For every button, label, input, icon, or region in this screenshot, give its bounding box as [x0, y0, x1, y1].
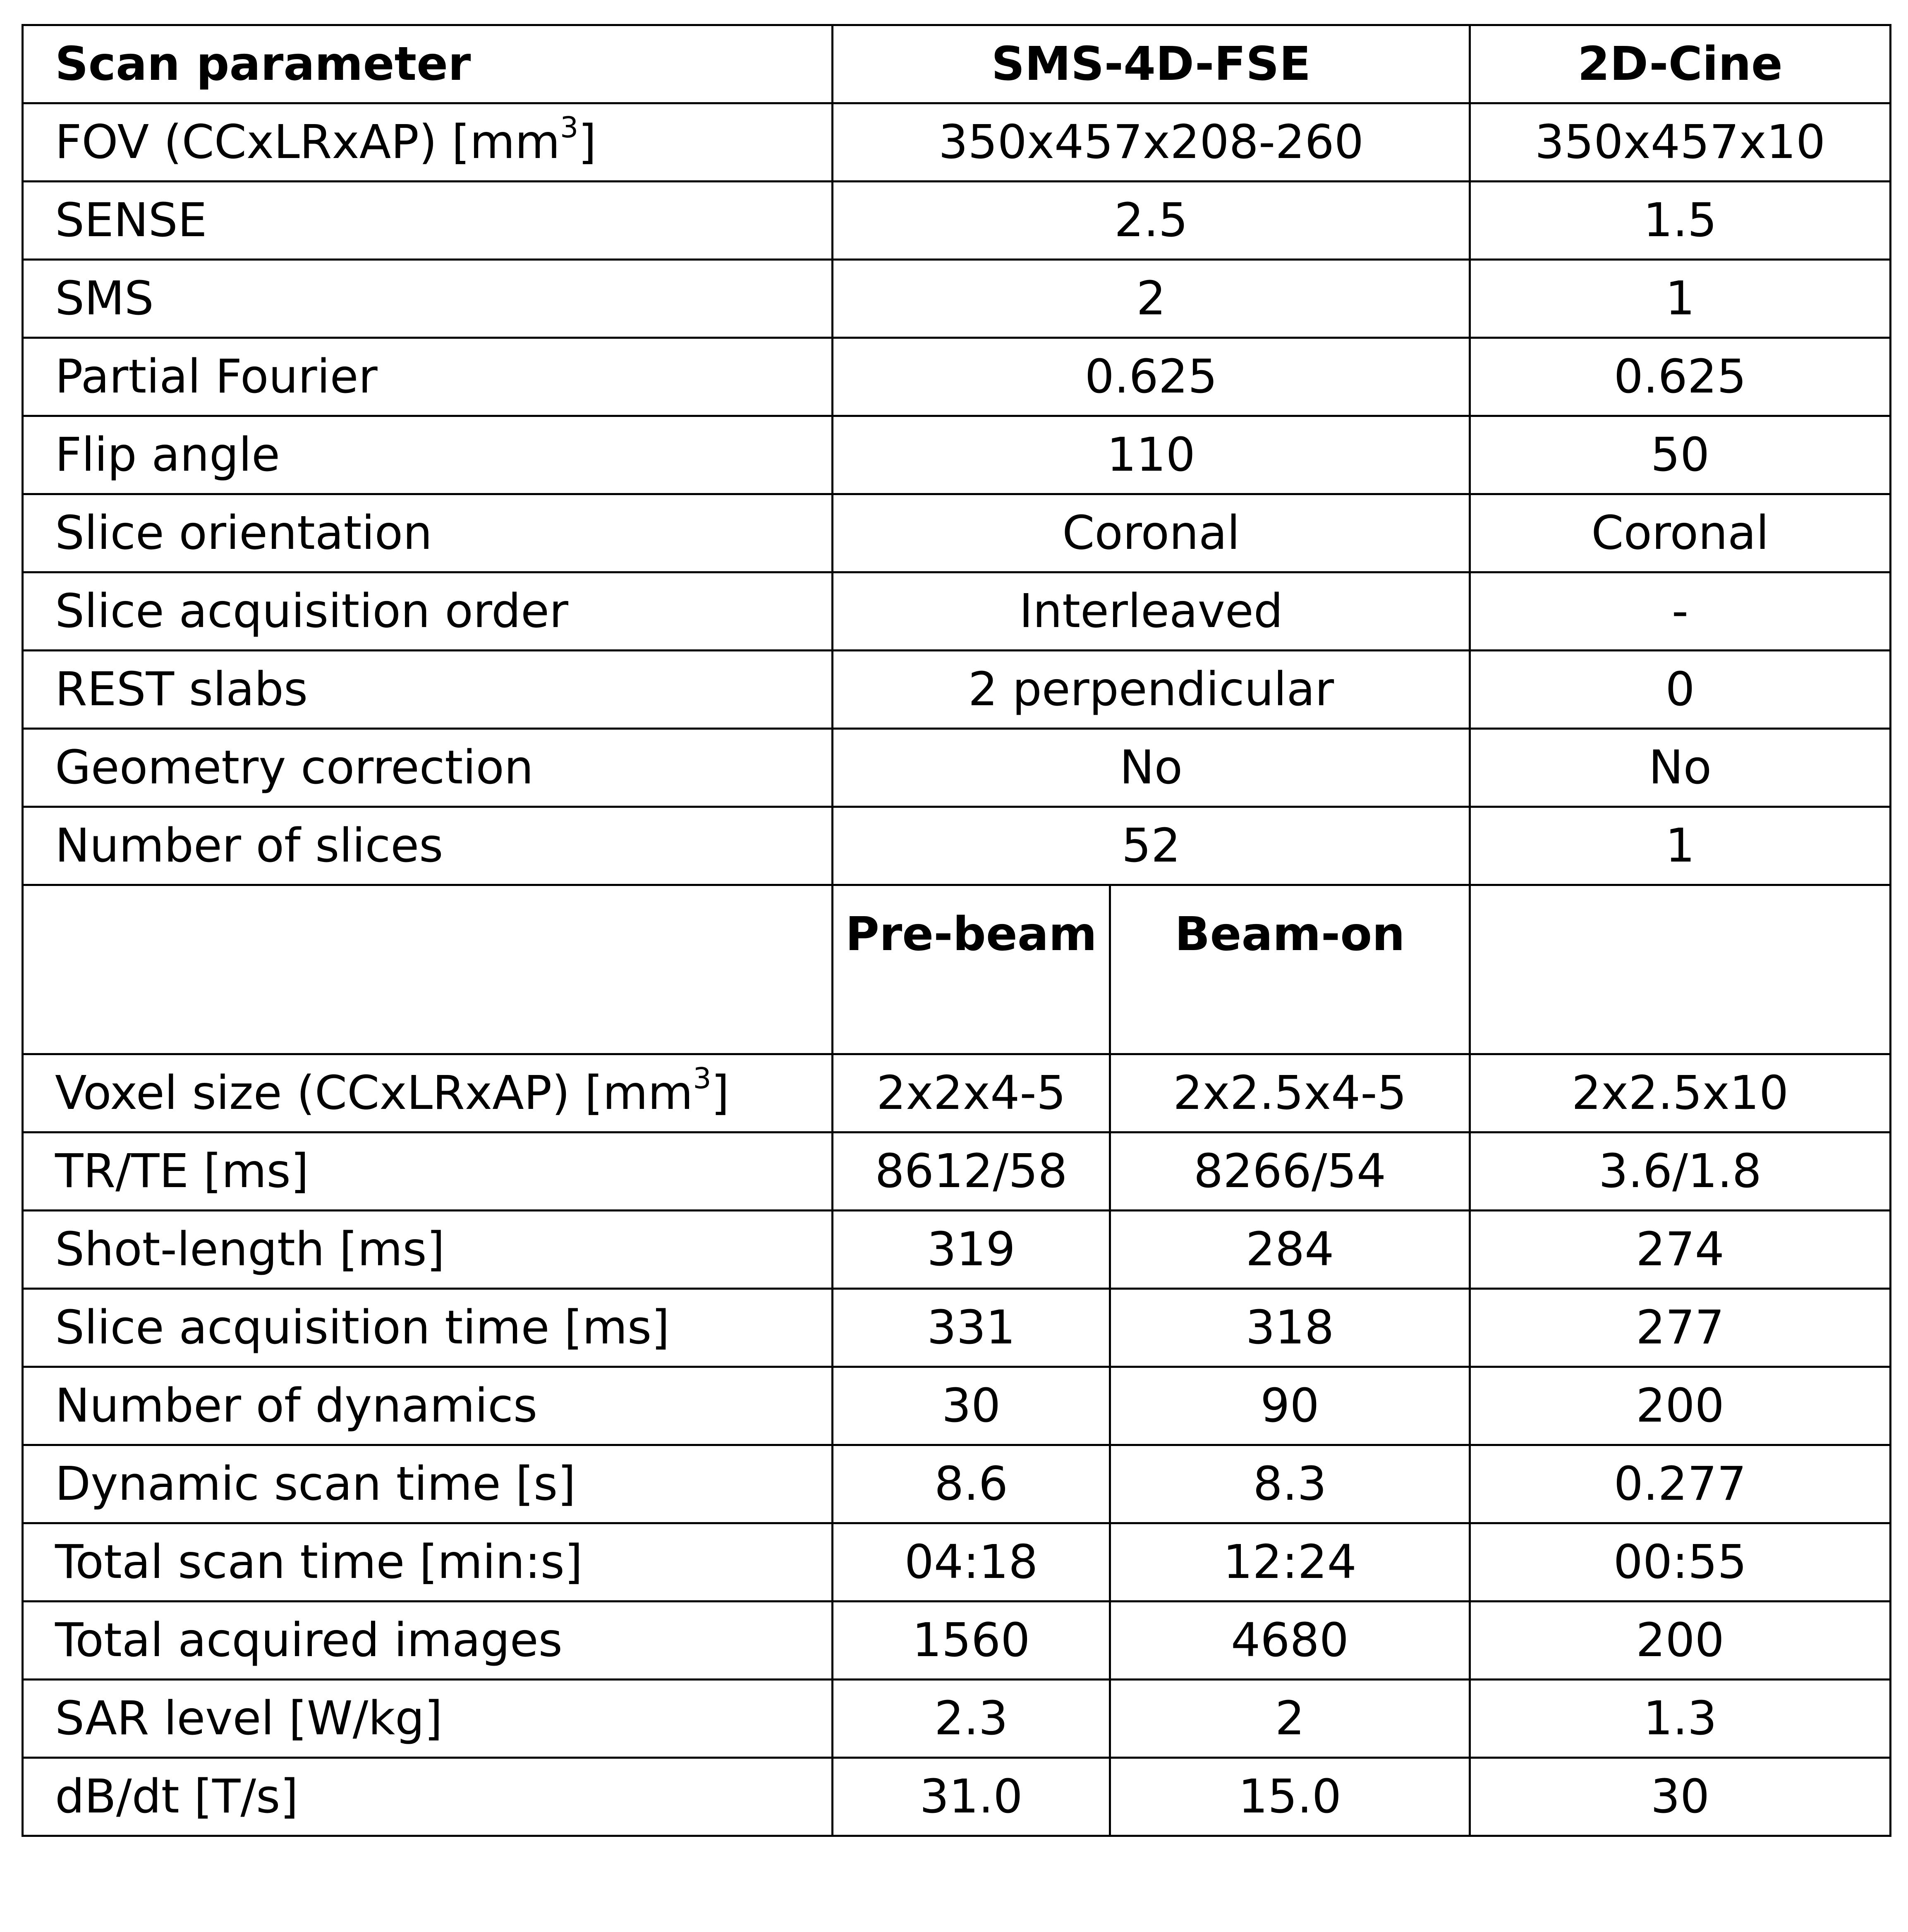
param-text: Voxel size (CCxLRxAP) [mm [55, 1066, 693, 1120]
header-2d-cine: 2D-Cine [1470, 25, 1891, 103]
param-text-end: ] [711, 1066, 730, 1120]
unit-superscript: 3 [560, 111, 579, 144]
row-label: SENSE [23, 182, 833, 260]
row-label: Slice acquisition time [ms] [23, 1289, 833, 1367]
table-row [23, 1758, 1891, 1836]
cine-value: 0 [1470, 651, 1891, 729]
beam-on-value: 318 [1110, 1289, 1470, 1367]
beam-on-value: 8266/54 [1110, 1132, 1470, 1211]
pre-beam-value: 319 [833, 1211, 1110, 1289]
row-label: Number of slices [23, 807, 833, 885]
subheader-beam-on: Beam-on [1110, 885, 1470, 1054]
cine-value: 274 [1470, 1211, 1891, 1289]
table-row [23, 182, 1891, 260]
beam-on-value: 284 [1110, 1211, 1470, 1289]
param-text-end: ] [578, 115, 596, 169]
row-label: SMS [23, 260, 833, 338]
header-row [23, 25, 1891, 103]
subheader-empty-cine [1470, 885, 1891, 1054]
fse-value: 52 [833, 807, 1470, 885]
table-row [23, 1680, 1891, 1758]
pre-beam-value: 30 [833, 1367, 1110, 1445]
cine-value: 50 [1470, 416, 1891, 494]
table-row [23, 494, 1891, 572]
cine-value: 3.6/1.8 [1470, 1132, 1891, 1211]
cine-value: Coronal [1470, 494, 1891, 572]
row-label: Partial Fourier [23, 338, 833, 416]
table-body [23, 25, 1891, 1836]
beam-on-value: 90 [1110, 1367, 1470, 1445]
row-label: SAR level [W/kg] [23, 1680, 833, 1758]
pre-beam-value: 8.6 [833, 1445, 1110, 1523]
fse-value: 2.5 [833, 182, 1470, 260]
table-row [23, 1211, 1891, 1289]
table-row [23, 1132, 1891, 1211]
cine-value: 1.5 [1470, 182, 1891, 260]
table-row [23, 260, 1891, 338]
fse-value: 2 [833, 260, 1470, 338]
table-row [23, 338, 1891, 416]
subheader-empty-cell [23, 885, 833, 1054]
row-label-fov [23, 103, 833, 182]
beam-on-value: 15.0 [1110, 1758, 1470, 1836]
row-label: Flip angle [23, 416, 833, 494]
table-row [23, 1367, 1891, 1445]
fse-value: Interleaved [833, 572, 1470, 651]
table-row [23, 416, 1891, 494]
cine-value: 1 [1470, 807, 1891, 885]
table-row [23, 1054, 1891, 1132]
cine-value: 2x2.5x10 [1470, 1054, 1891, 1132]
cine-value: No [1470, 729, 1891, 807]
row-label: Shot-length [ms] [23, 1211, 833, 1289]
pre-beam-value: 2.3 [833, 1680, 1110, 1758]
subheader-row [23, 885, 1891, 1054]
cine-value: 00:55 [1470, 1523, 1891, 1602]
row-label: Dynamic scan time [s] [23, 1445, 833, 1523]
beam-on-value: 12:24 [1110, 1523, 1470, 1602]
fse-value: 110 [833, 416, 1470, 494]
row-label: Slice acquisition order [23, 572, 833, 651]
fse-value: 2 perpendicular [833, 651, 1470, 729]
row-label: Total acquired images [23, 1602, 833, 1680]
beam-on-value: 4680 [1110, 1602, 1470, 1680]
table-row [23, 1445, 1891, 1523]
fse-value: 350x457x208-260 [833, 103, 1470, 182]
cine-value: 0.277 [1470, 1445, 1891, 1523]
table-row [23, 1523, 1891, 1602]
beam-on-value: 8.3 [1110, 1445, 1470, 1523]
pre-beam-value: 8612/58 [833, 1132, 1110, 1211]
fse-value: 0.625 [833, 338, 1470, 416]
cine-value: 0.625 [1470, 338, 1891, 416]
pre-beam-value: 2x2x4-5 [833, 1054, 1110, 1132]
row-label: dB/dt [T/s] [23, 1758, 833, 1836]
row-label: Geometry correction [23, 729, 833, 807]
pre-beam-value: 31.0 [833, 1758, 1110, 1836]
cine-value: 350x457x10 [1470, 103, 1891, 182]
table-row [23, 1289, 1891, 1367]
fse-value: Coronal [833, 494, 1470, 572]
cine-value: 1 [1470, 260, 1891, 338]
cine-value: 200 [1470, 1367, 1891, 1445]
scan-parameters-table [22, 24, 1891, 1837]
cine-value: 1.3 [1470, 1680, 1891, 1758]
row-label: Total scan time [min:s] [23, 1523, 833, 1602]
cine-value: 30 [1470, 1758, 1891, 1836]
header-sms-4d-fse: SMS-4D-FSE [833, 25, 1470, 103]
table-row [23, 572, 1891, 651]
row-label: TR/TE [ms] [23, 1132, 833, 1211]
pre-beam-value: 1560 [833, 1602, 1110, 1680]
table-row [23, 103, 1891, 182]
row-label: Number of dynamics [23, 1367, 833, 1445]
cine-value: - [1470, 572, 1891, 651]
unit-superscript: 3 [693, 1062, 711, 1095]
cine-value: 200 [1470, 1602, 1891, 1680]
pre-beam-value: 331 [833, 1289, 1110, 1367]
table-row [23, 1602, 1891, 1680]
table-row [23, 729, 1891, 807]
table-row [23, 651, 1891, 729]
row-label: REST slabs [23, 651, 833, 729]
param-text: FOV (CCxLRxAP) [mm [55, 115, 560, 169]
table-row [23, 807, 1891, 885]
header-scan-parameter: Scan parameter [23, 25, 833, 103]
beam-on-value: 2 [1110, 1680, 1470, 1758]
pre-beam-value: 04:18 [833, 1523, 1110, 1602]
row-label: Slice orientation [23, 494, 833, 572]
beam-on-value: 2x2.5x4-5 [1110, 1054, 1470, 1132]
row-label-voxel-size [23, 1054, 833, 1132]
fse-value: No [833, 729, 1470, 807]
subheader-pre-beam: Pre-beam [833, 885, 1110, 1054]
cine-value: 277 [1470, 1289, 1891, 1367]
